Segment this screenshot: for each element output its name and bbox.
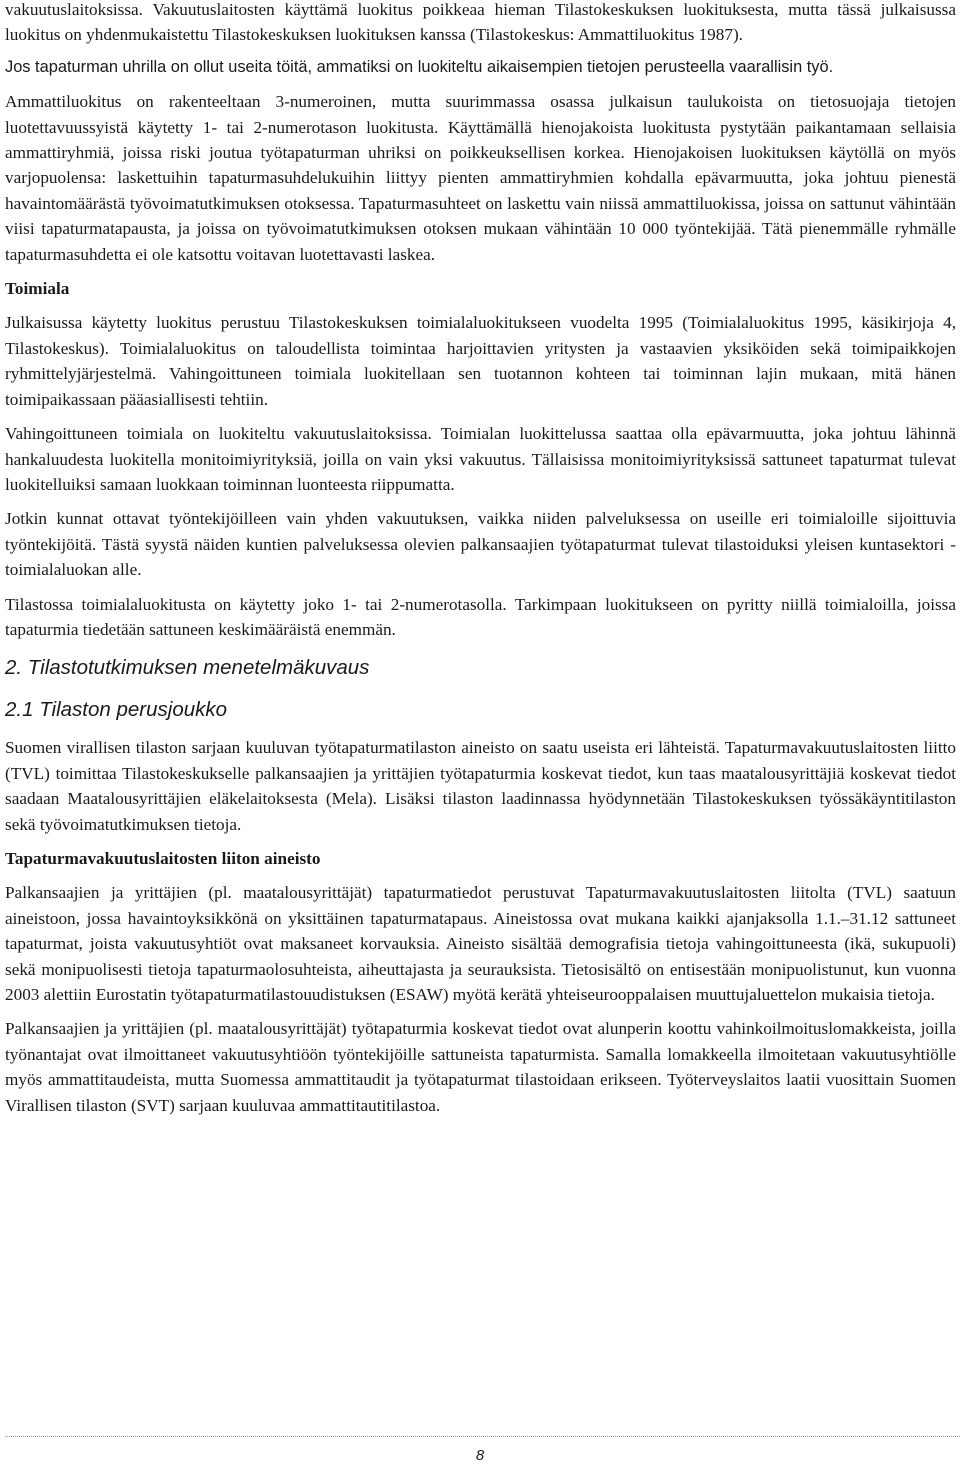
paragraph-useita-toita: Jos tapaturman uhrilla on ollut useita töitä, ammatiksi on luokiteltu aikaisempien tietojen perusteella vaarallisin työ. — [5, 57, 834, 76]
subsection-heading-perusjoukko: 2.1 Tilaston perusjoukko — [5, 698, 228, 722]
page-number: 8 — [475, 1447, 485, 1464]
paragraph-luokitus-intro: vakuutuslaitoksissa. Vakuutuslaitosten käyttämä luokitus poikkeaa hieman Tilastokeskuksen luokituksesta, mutta tässä julkaisussa luokitus on yhdenmukaistettu Tilastokeskuksen luokituksen kanssa (Tilastokeskus: Ammattiluokitus 1987). — [5, 0, 956, 45]
paragraph-toimiala-3: Jotkin kunnat ottavat työntekijöilleen vain yhden vakuutuksen, vaikka niiden palveluksessa on useille eri toimialoille sijoittuvia työntekijöitä. Tästä syystä näiden kuntien palveluksessa olevien palkansaajien työtapaturmat tulevat tilastoiduksi yleisen kuntasektori -toimialaluokan alle. — [5, 509, 956, 580]
paragraph-toimiala-1: Julkaisussa käytetty luokitus perustuu Tilastokeskuksen toimialaluokitukseen vuodelta 1995 (Toimialaluokitus 1995, käsikirjoja 4, Tilastokeskus). Toimialaluokitus on taloudellista toimintaa harjoittavien yritysten ja vastaavien yksiköiden sekä toimipaikkojen ryhmittelyjärjestelmä. Vahingoittuneen toimiala luokitellaan sen tuotannon kohteen tai toiminnan lajin mukaan, mitä hänen toimipaikassaan pääasiallisesti tehtiin. — [5, 313, 956, 409]
paragraph-ammattiluokitus: Ammattiluokitus on rakenteeltaan 3-numeroinen, mutta suurimmassa osassa julkaisun taulukoista on tietosuojaja tietojen luotettavuussyistä käytetty 1- tai 2-numerotason luokitusta. Käyttämällä hienojakoista luokitusta pystytään paikantamaan sellaisia ammattiryhmiä, joissa riski joutua työtapaturman uhriksi on poikkeuksellisen korkea. Hienojakoisen luokituksen käytöllä on myös varjopuolensa: laskettuihin tapaturmasuhdelukuihin liittyy pienten ammattiryhmien kohdalla epävarmuutta, joka johtuu pienestä havaintomäärästä työvoimatutkimuksen otoksessa. Tapaturmasuhteet on laskettu vain niissä ammattiluokissa, joissa on sattunut vähintään viisi tapaturmatapausta, ja joissa on työvoimatutkimuksen otoksen mukaan vähintään 10 000 työntekijää. Tätä pienemmälle ryhmälle tapaturmasuhdetta ei ole katsottu voitavan luotettavasti laskea. — [5, 92, 956, 264]
footer-divider — [5, 1436, 960, 1437]
paragraph-perusjoukko: Suomen virallisen tilaston sarjaan kuuluvan työtapaturmatilaston aineisto on saatu useista eri lähteistä. Tapaturmavakuutuslaitosten liitto (TVL) toimittaa Tilastokeskukselle palkansaajien ja yrittäjien työtapaturmia koskevat tiedot, kun taas maatalousyrittäjiä koskevat tiedot saadaan Maatalousyrittäjien eläkelaitoksesta (Mela). Lisäksi tilaston laadinnassa hyödynnetään Tilastokeskuksen työssäkäyntitilaston sekä työvoimatutkimuksen tietoja. — [5, 738, 956, 834]
heading-tvl-aineisto: Tapaturmavakuutuslaitosten liiton aineisto — [5, 848, 321, 868]
paragraph-tvl-1: Palkansaajien ja yrittäjien (pl. maatalousyrittäjät) tapaturmatiedot perustuvat Tapaturmavakuutuslaitosten liitolta (TVL) saatuun aineistoon, jossa havaintoyksikkönä on yksittäinen tapaturmatapaus. Aineistossa ovat mukana kaikki ajanjaksolla 1.1.–31.12 sattuneet tapaturmat, joista vakuutusyhtiöt ovat maksaneet korvauksia. Aineisto sisältää demografisia tietoja vahingoittuneesta (ikä, sukupuoli) sekä monipuolisesti tietoja tapaturmaolosuhteista, aiheuttajasta ja seurauksista. Tietosisältö on entisestään monipuolistunut, kun vuonna 2003 alettiin Eurostatin työtapaturmatilastouudistuksen (ESAW) myötä kerätä yhteiseurooppalaisen muuttujaluettelon mukaisia tietoja. — [5, 883, 956, 1004]
paragraph-toimiala-4: Tilastossa toimialaluokitusta on käytetty joko 1- tai 2-numerotasolla. Tarkimpaan luokitukseen on pyritty niillä toimialoilla, joissa tapaturmia tiedetään sattuneen keskimääräistä enemmän. — [5, 594, 956, 639]
heading-toimiala: Toimiala — [5, 279, 70, 299]
section-heading-menetelmakuvaus: 2. Tilastotutkimuksen menetelmäkuvaus — [5, 656, 370, 680]
paragraph-toimiala-2: Vahingoittuneen toimiala on luokiteltu vakuutuslaitoksissa. Toimialan luokittelussa saattaa olla epävarmuutta, joka johtuu lähinnä hankaluudesta luokitella monitoimiyrityksiä, joilla on vain yksi vakuutus. Tällaisissa monitoimiyrityksissä sattuneet tapaturmat tulevat luokitelluiksi samaan luokkaan toiminnan luonteesta riippumatta. — [5, 424, 956, 494]
paragraph-tvl-2: Palkansaajien ja yrittäjien (pl. maatalousyrittäjät) työtapaturmia koskevat tiedot ovat alunperin koottu vahinkoilmoituslomakkeista, joilla työnantajat ovat ilmoittaneet vakuutusyhtiöön työntekijöille sattuneista tapaturmista. Samalla lomakkeella ilmoitetaan vakuutusyhtiölle myös ammattitaudeista, mutta Suomessa ammattitaudit ja työtapaturmat tilastoidaan erikseen. Työterveyslaitos laatii vuosittain Suomen Virallisen tilaston (SVT) sarjaan kuuluvaa ammattitautitilastoa. — [5, 1019, 956, 1115]
document-body — [5, 0, 956, 1127]
